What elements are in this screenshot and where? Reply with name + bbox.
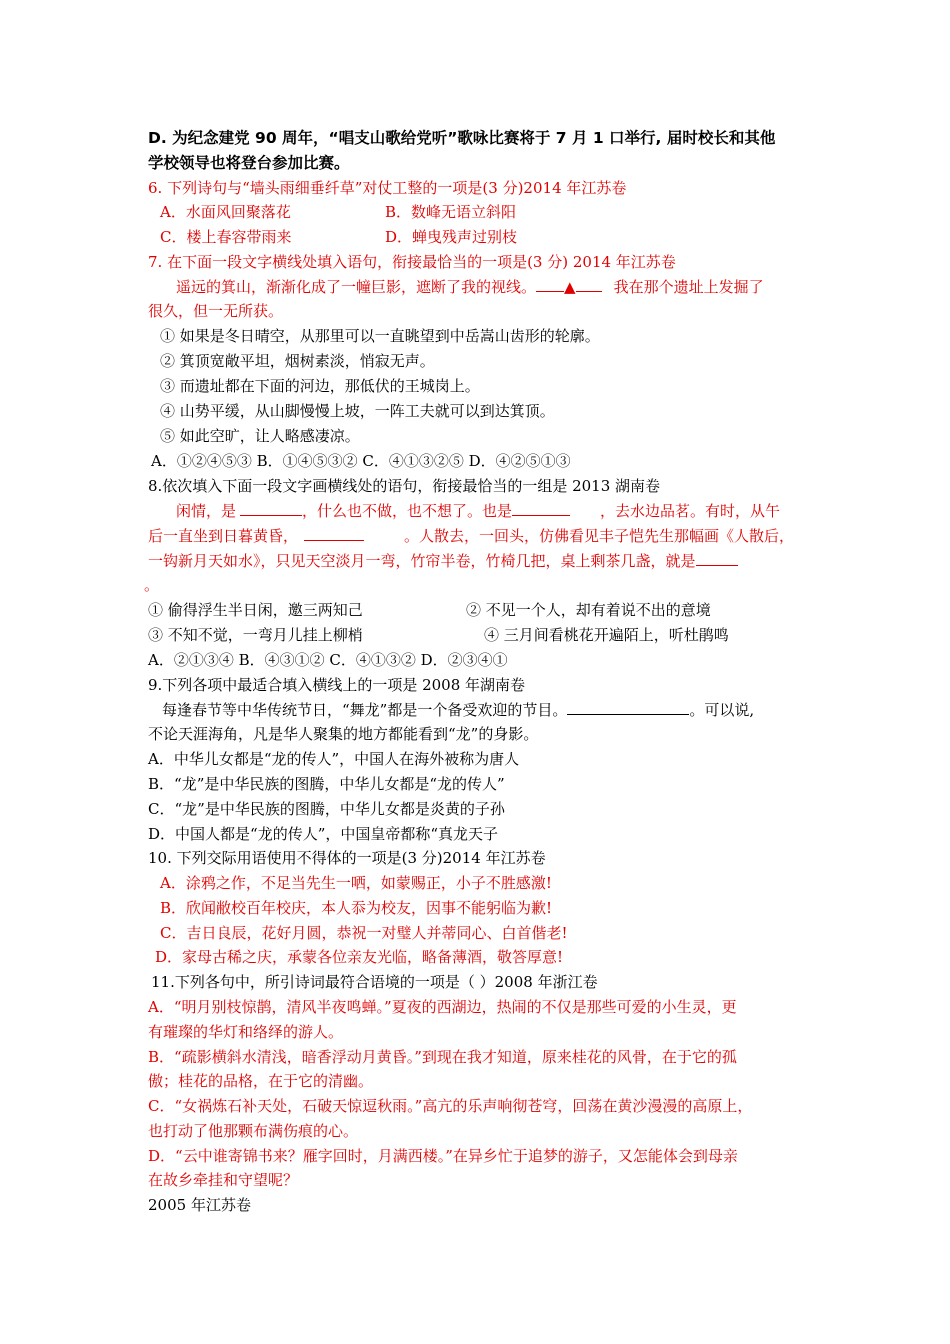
- q8-options: A．②①③④ B．④③①② C．④①③② D．②③④①: [148, 651, 508, 669]
- q8-p1b: ，什么也不做，也不想了。也是: [302, 502, 513, 520]
- q8-blank-2: [512, 515, 570, 516]
- source-note: 2005 年江苏卷: [148, 1196, 251, 1214]
- q8-blank-1: [240, 515, 302, 516]
- q10-option-a: A．涂鸦之作，不足当先生一哂，如蒙赐正，小子不胜感激!: [160, 874, 552, 892]
- q6-option-b: B．数峰无语立斜阳: [385, 203, 517, 221]
- q8-p1a: 闲情，是: [176, 502, 237, 520]
- q7-item-3: ③ 而遗址都在下面的河边，那低伏的王城岗上。: [160, 377, 480, 395]
- q8-p2a: 后一直坐到日暮黄昏，: [148, 527, 299, 545]
- q7-item-5: ⑤ 如此空旷，让人略感凄凉。: [160, 427, 360, 445]
- q9-passage-line2: 不论天涯海角，凡是华人聚集的地方都能看到“龙”的身影。: [148, 725, 539, 743]
- q8-passage-line2: [148, 525, 794, 547]
- q7-passage-line1: [176, 276, 764, 298]
- q7-passage-b: 我在那个遗址上发掘了: [613, 278, 764, 296]
- q6-stem: 6. 下列诗句与“墙头雨细垂纤草”对仗工整的一项是(3 分)2014 年江苏卷: [148, 179, 627, 197]
- q9-option-a: A．中华儿女都是“龙的传人”，中国人在海外被称为唐人: [148, 750, 520, 768]
- q7-item-4: ④ 山势平缓，从山脚慢慢上坡，一阵工夫就可以到达箕顶。: [160, 402, 555, 420]
- q8-blank-3: [304, 540, 364, 541]
- q9-option-b: B．“龙”是中华民族的图腾，中华儿女都是“龙的传人”: [148, 775, 505, 793]
- q7-options: A．①②④⑤③ B．①④⑤③② C．④①③②⑤ D．④②⑤①③: [151, 452, 571, 470]
- q10-option-c: C．吉日良辰，花好月圆，恭祝一对璧人并蒂同心、白首偕老!: [160, 924, 568, 942]
- q9-option-c: C．“龙”是中华民族的图腾，中华儿女都是炎黄的子孙: [148, 800, 505, 818]
- q7-passage-a: 遥远的箕山，渐渐化成了一幢巨影，遮断了我的视线。: [176, 278, 537, 296]
- q7-item-2: ② 箕顶宽敞平坦，烟树素淡，悄寂无声。: [160, 352, 435, 370]
- q11-option-b-line1: B．“疏影横斜水清浅，暗香浮动月黄昏。”到现在我才知道，原来桂花的风骨，在于它的孤: [148, 1048, 737, 1066]
- q10-stem: 10. 下列交际用语使用不得体的一项是(3 分)2014 年江苏卷: [148, 849, 546, 867]
- q11-option-a-line2: 有璀璨的华灯和络绎的游人。: [148, 1023, 344, 1041]
- q11-option-c-line2: 也打动了他那颗布满伤痕的心。: [148, 1122, 359, 1140]
- q7-triangle-marker: ▲: [564, 278, 576, 296]
- q8-p2b: 。人散去，一回头，仿佛看见丰子恺先生那幅画《人散后，: [404, 527, 795, 545]
- q8-item-3: ③ 不知不觉，一弯月儿挂上柳梢: [148, 626, 363, 644]
- q7-stem: 7. 在下面一段文字横线处填入语句，衔接最恰当的一项是(3 分) 2014 年江苏卷: [148, 253, 676, 271]
- q7-blank-left: [536, 291, 564, 292]
- q9-p1b: 。可以说,: [689, 701, 755, 719]
- q7-blank-right: [576, 291, 602, 292]
- q11-option-d-line2: 在故乡牵挂和守望呢？: [148, 1171, 299, 1189]
- q11-option-c-line1: C．“女祸炼石补天处，石破天惊逗秋雨。”高亢的乐声响彻苍穹，回荡在黄沙漫漫的高原上，: [148, 1097, 753, 1115]
- q8-p3a: 一钩新月天如水》，只见天空淡月一弯，竹帘半卷，竹椅几把，桌上剩茶几盏，就是: [148, 552, 696, 570]
- q11-option-b-line2: 傲；桂花的品格，在于它的清幽。: [148, 1072, 374, 1090]
- q8-p1c: ，去水边品茗。有时，从午: [600, 502, 781, 520]
- q5-option-d-line1: D. 为纪念建党 90 周年，“唱支山歌给党听”歌咏比赛将于 7 月 1 口举行, 届时校长和其他: [148, 129, 776, 147]
- q8-item-2: ② 不见一个人，却有着说不出的意境: [466, 601, 711, 619]
- q11-stem: 11.下列各句中，所引诗词最符合语境的一项是（ ）2008 年浙江卷: [151, 973, 598, 991]
- q8-stem: 8.依次填入下面一段文字画横线处的语句，衔接最恰当的一组是 2013 湖南卷: [148, 477, 661, 495]
- q8-item-4: ④ 三月间看桃花开遍陌上，听杜鹃鸣: [484, 626, 729, 644]
- q10-option-b: B．欣闻敝校百年校庆，本人忝为校友，因事不能躬临为歉!: [160, 899, 553, 917]
- q9-stem: 9.下列各项中最适合填入横线上的一项是 2008 年湖南卷: [148, 676, 526, 694]
- q8-passage-line1: [176, 500, 780, 522]
- q9-passage-line1: [162, 699, 754, 721]
- q6-option-d: D．蝉曳残声过别枝: [385, 228, 518, 246]
- q9-blank: [567, 714, 689, 715]
- q6-option-a: A．水面风回聚落花: [160, 203, 291, 221]
- q8-passage-line4: 。: [144, 576, 160, 594]
- q11-option-d-line1: D．“云中谁寄锦书来？雁字回时，月满西楼。”在异乡忙于追梦的游子，又怎能体会到母亲: [148, 1147, 738, 1165]
- q5-option-d-line2: 学校领导也将登台参加比赛。: [148, 154, 350, 172]
- q9-p1a: 每逢春节等中华传统节日，“舞龙”都是一个备受欢迎的节目。: [162, 701, 568, 719]
- q8-blank-4: [696, 565, 738, 566]
- q7-passage-line2: 很久，但一无所获。: [148, 302, 284, 320]
- q6-option-c: C．楼上春容带雨来: [160, 228, 292, 246]
- q10-option-d: D．家母古稀之庆，承蒙各位亲友光临，略备薄酒，敬答厚意!: [155, 948, 564, 966]
- q9-option-d: D．中国人都是“龙的传人”，中国皇帝都称“真龙天子: [148, 825, 499, 843]
- q11-option-a-line1: A．“明月别枝惊鹊，清风半夜鸣蝉。”夏夜的西湖边，热闹的不仅是那些可爱的小生灵，更: [148, 998, 737, 1016]
- q8-item-1: ① 偷得浮生半日闲，邀三两知己: [148, 601, 363, 619]
- q7-item-1: ① 如果是冬日晴空，从那里可以一直眺望到中岳嵩山齿形的轮廓。: [160, 327, 600, 345]
- q8-passage-line3: [148, 550, 738, 572]
